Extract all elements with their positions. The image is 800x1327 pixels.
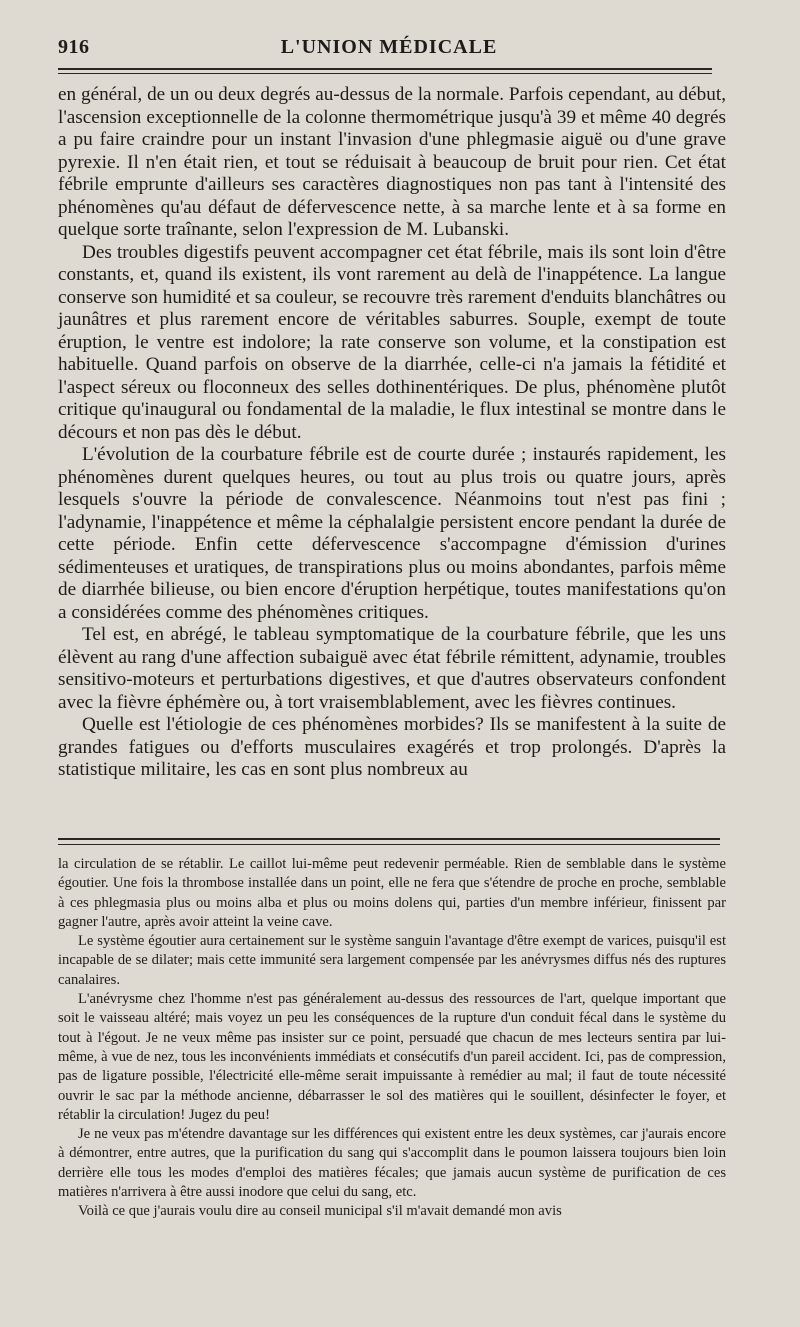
footnote-paragraph: la circulation de se rétablir. Le caillot lui-même peut redevenir perméable. Rien de semblable dans le système égoutier. Une fois la thrombose installée dans un point, elle ne fera que s'étendre de proche en proche, semblable à ces phlegmasia plus ou moins alba et plus ou moins dolens qui, parties d'un membre inférieur, finissent par gagner l'autre, après avoir atteint la veine cave.	[58, 856, 726, 930]
header-rule-thin	[58, 73, 712, 74]
footnote-paragraph: L'anévrysme chez l'homme n'est pas généralement au-dessus des ressources de l'art, quelque important que soit le vaisseau altéré; mais voyez un peu les conséquences de la rupture d'un conduit fécal dans le système du tout à l'égout. Je ne veux même pas insister sur ce point, persuadé que chacun de mes lecteurs sentira par lui-même, à vue de nez, tous les inconvénients immédiats et consécutifs d'un pareil accident. Ici, pas de compression, pas de ligature possible, l'électricité elle-même serait impuissante à remédier au mal; il faut de toute nécessité ouvrir le sac par la méthode ancienne, débarrasser le sol des matières qui le souillent, désinfecter le foyer, et rétablir la circulation! Jugez du peu!	[58, 991, 726, 1123]
paragraph: Des troubles digestifs peuvent accompagner cet état fébrile, mais ils sont loin d'être constants, et, quand ils existent, ils vont rarement au delà de l'inappétence. La langue conserve son humidité et sa couleur, se recouvre très rarement d'enduits blanchâtres ou jaunâtres et plus rarement encore de véritables saburres. Souple, exempt de toute éruption, le ventre est indolore; la rate conserve son volume, et la constipation est habituelle. Quand parfois on observe de la diarrhée, celle-ci n'a jamais la fétidité et l'aspect séreux ou floconneux des selles dothinentériques. De plus, phénomène plutôt critique qu'inaugural ou fondamental de la maladie, le flux intestinal se montre dans le décours et non pas dès le début.	[58, 241, 726, 443]
footnote-paragraph: Voilà ce que j'aurais voulu dire au conseil municipal s'il m'avait demandé mon avis	[78, 1203, 562, 1220]
paragraph: Quelle est l'étiologie de ces phénomènes morbides? Ils se manifestent à la suite de grandes fatigues ou d'efforts musculaires exagérés et trop prolongés. D'après la statistique militaire, les cas en sont plus nombreux au	[58, 714, 726, 780]
running-title: L'UNION MÉDICALE	[280, 36, 498, 58]
footnote-rule-thin	[58, 844, 720, 845]
paragraph: en général, de un ou deux degrés au-dessus de la normale. Parfois cependant, au début, l'ascension exceptionnelle de la colonne thermométrique jusqu'à 39 et même 40 degrés a pu faire craindre pour un instant l'invasion d'une phlegmasie aiguë ou d'une grave pyrexie. Il n'en était rien, et tout se réduisait à beaucoup de bruit pour rien. Cet état fébrile emprunte d'ailleurs ses caractères diagnostiques non pas tant à l'intensité des phénomènes qu'au défaut de défervescence nette, à sa marche lente et à sa forme en quelque sorte traînante, selon l'expression de M. Lubanski.	[58, 84, 726, 240]
paragraph: L'évolution de la courbature fébrile est de courte durée ; instaurés rapidement, les phénomènes durent quelques heures, ou tout au plus trois ou quatre jours, après lesquels s'ouvre la période de convalescence. Néanmoins tout n'est pas fini ; l'adynamie, l'inappétence et même la céphalalgie persistent encore pendant la durée de cette période. Enfin cette défervescence s'accompagne d'émission d'urines sédimenteuses et uratiques, de transpirations plus ou moins abondantes, parfois même de diarrhée bilieuse, ou bien encore d'éruption herpétique, toutes manifestations qu'on a considérées comme des phénomènes critiques.	[58, 444, 726, 623]
page-number: 916	[58, 36, 90, 58]
footnote-paragraph: Le système égoutier aura certainement sur le système sanguin l'avantage d'être exempt de varices, puisqu'il est incapable de se dilater; mais cette immunité sera largement compensée par les anévrysmes diffus nés des ruptures canalaires.	[58, 933, 726, 988]
page-header	[58, 36, 720, 62]
footnote-rule	[58, 838, 720, 840]
footnote-paragraph: Je ne veux pas m'étendre davantage sur les différences qui existent entre les deux systèmes, car j'aurais encore à démontrer, entre autres, que la purification du sang qui s'accomplit dans le poumon laissera toujours bien loin derrière elle tous les modes d'emploi des matières fécales; que jamais aucun système de purification de ces matières n'arrivera à être aussi inodore que celui du sang, etc.	[58, 1126, 726, 1201]
footnote-text	[58, 855, 726, 1222]
main-text	[58, 84, 726, 782]
header-rule	[58, 68, 712, 70]
paragraph: Tel est, en abrégé, le tableau symptomatique de la courbature fébrile, que les uns élèvent au rang d'une affection subaiguë avec état fébrile rémittent, adynamie, troubles sensitivo-moteurs et perturbations digestives, et que d'autres observateurs confondent avec la fièvre éphémère ou, à tort vraisemblablement, avec les fièvres continues.	[58, 624, 726, 713]
